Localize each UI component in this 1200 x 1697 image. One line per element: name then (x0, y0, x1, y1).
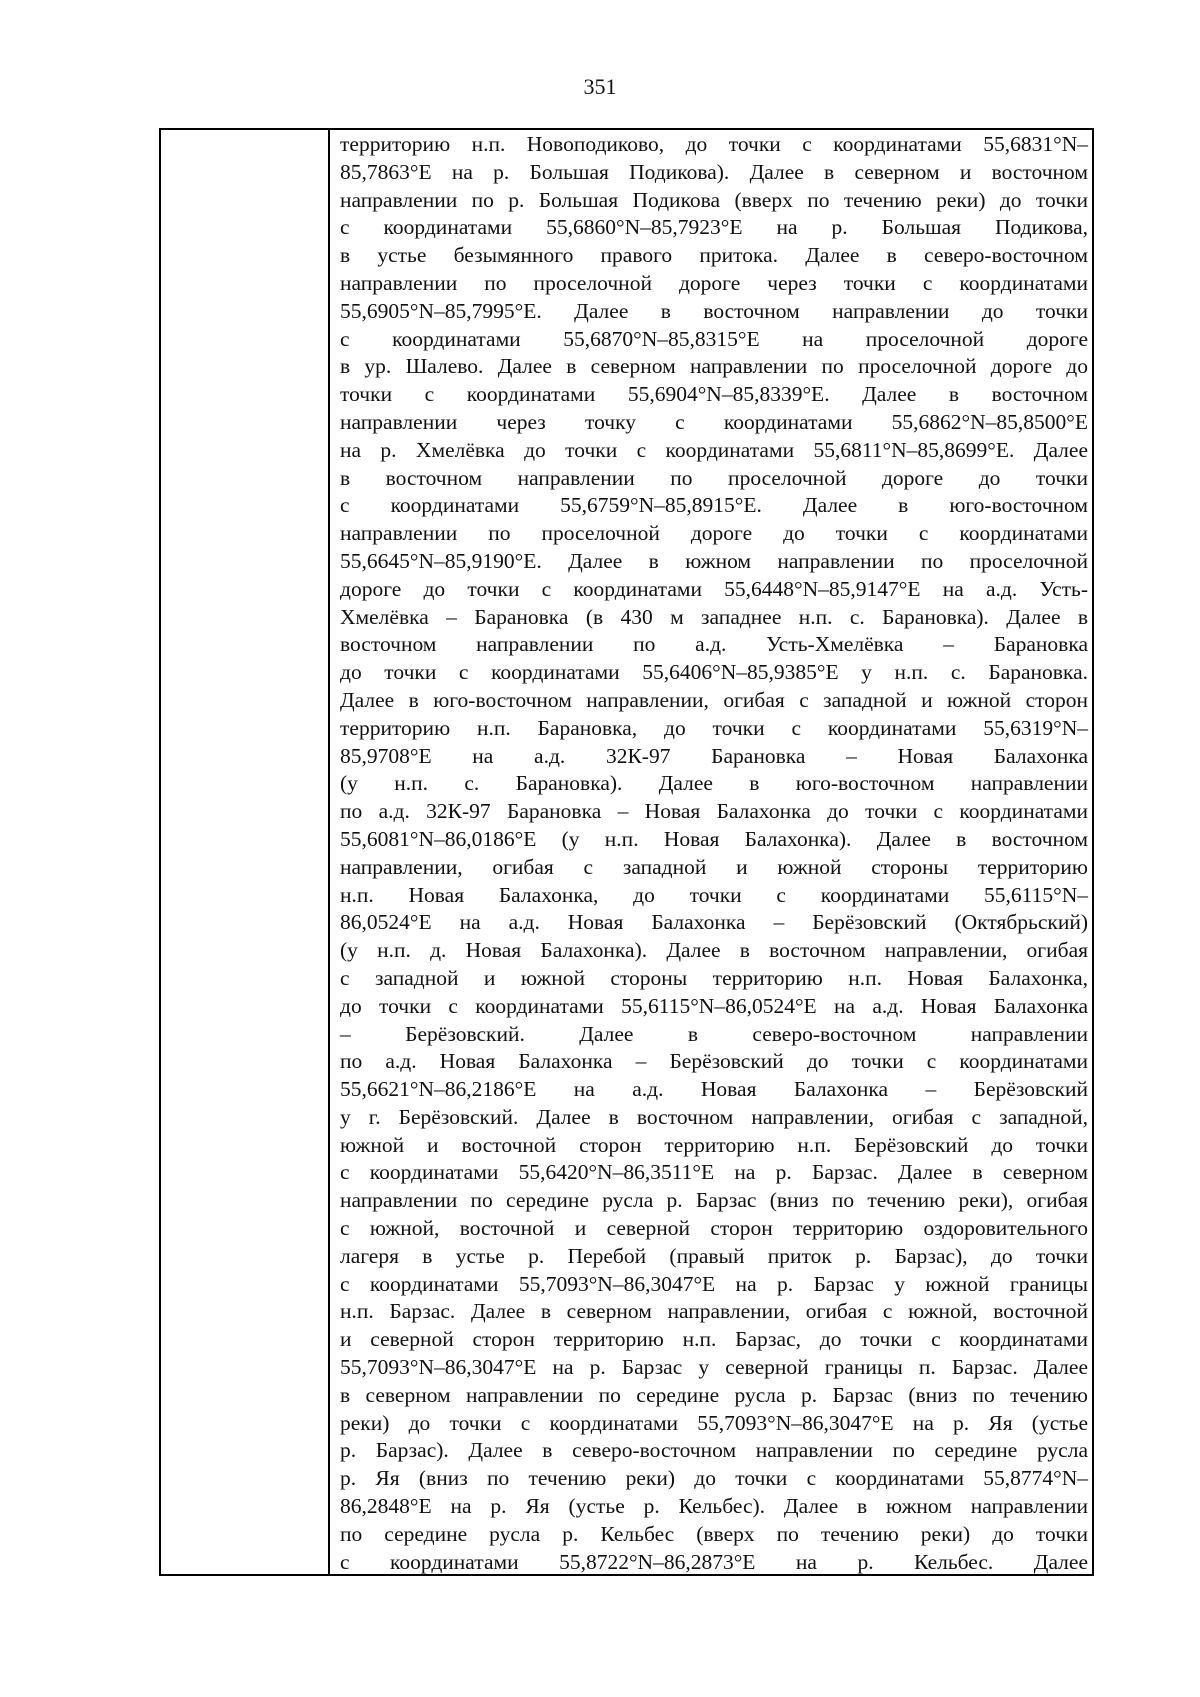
text-line: до точки с координатами 55,6115°N–86,0524°E на а.д. Новая Балахонка (340, 993, 1088, 1018)
text-line: с координатами 55,6860°N–85,7923°E на р. Большая Подикова, (340, 215, 1088, 240)
table-right-cell (330, 130, 1092, 1574)
text-line: в ур. Шалево. Далее в северном направлении по проселочной дороге до (340, 354, 1088, 379)
text-line: с координатами 55,8722°N–86,2873°E на р. Кельбес. Далее (340, 1549, 1088, 1574)
text-line: направлении, огибая с западной и южной стороны территорию (340, 854, 1088, 879)
text-line: 86,0524°E на а.д. Новая Балахонка – Берёзовский (Октябрьский) (340, 910, 1088, 935)
text-line: в северном направлении по середине русла р. Барзас (вниз по течению (340, 1382, 1088, 1407)
text-line: по середине русла р. Кельбес (вверх по течению реки) до точки (340, 1521, 1088, 1546)
text-line: с южной, восточной и северной сторон территорию оздоровительного (340, 1216, 1088, 1241)
text-line: – Берёзовский. Далее в северо-восточном направлении (340, 1021, 1088, 1046)
text-line: 85,9708°E на а.д. 32К-97 Барановка – Новая Балахонка (340, 743, 1088, 768)
text-line: в восточном направлении по проселочной дороге до точки (340, 465, 1088, 490)
text-line: (у н.п. д. Новая Балахонка). Далее в восточном направлении, огибая (340, 938, 1088, 963)
text-line: у г. Берёзовский. Далее в восточном направлении, огибая с западной, (340, 1104, 1088, 1129)
text-line: 55,6645°N–85,9190°E. Далее в южном направлении по проселочной (340, 548, 1088, 573)
text-line: с координатами 55,6870°N–85,8315°E на проселочной дороге (340, 326, 1088, 351)
text-line: направлении по середине русла р. Барзас (вниз по течению реки), огибая (340, 1188, 1088, 1213)
text-line: 55,7093°N–86,3047°E на р. Барзас у северной границы п. Барзас. Далее (340, 1355, 1088, 1380)
text-line: направлении по проселочной дороге через точки с координатами (340, 270, 1088, 295)
text-line: на р. Хмелёвка до точки с координатами 55,6811°N–85,8699°E. Далее (340, 437, 1088, 462)
page-number: 351 (583, 74, 617, 99)
text-line: н.п. Новая Балахонка, до точки с координатами 55,6115°N– (340, 882, 1088, 907)
text-line: Хмелёвка – Барановка (в 430 м западнее н.п. с. Барановка). Далее в (340, 604, 1088, 629)
text-line: до точки с координатами 55,6406°N–85,9385°E у н.п. с. Барановка. (340, 660, 1088, 685)
text-line: дороге до точки с координатами 55,6448°N–85,9147°E на а.д. Усть- (340, 576, 1088, 601)
text-line: 55,6621°N–86,2186°E на а.д. Новая Балахонка – Берёзовский (340, 1077, 1088, 1102)
text-line: южной и восточной сторон территорию н.п. Берёзовский до точки (340, 1132, 1088, 1157)
text-line: 85,7863°E на р. Большая Подикова). Далее в северном и восточном (340, 159, 1088, 184)
text-line: по а.д. 32К-97 Барановка – Новая Балахонка до точки с координатами (340, 799, 1088, 824)
text-line: в устье безымянного правого притока. Далее в северо-восточном (340, 243, 1088, 268)
text-line: с координатами 55,6759°N–85,8915°E. Далее в юго-восточном (340, 493, 1088, 518)
boundary-description-table (159, 128, 1094, 1576)
text-line: и северной сторон территорию н.п. Барзас, до точки с координатами (340, 1327, 1088, 1352)
text-line: лагеря в устье р. Перебой (правый приток р. Барзас), до точки (340, 1243, 1088, 1268)
text-line: с западной и южной стороны территорию н.п. Новая Балахонка, (340, 965, 1088, 990)
text-line: направлении по проселочной дороге до точки с координатами (340, 521, 1088, 546)
text-line: 55,6905°N–85,7995°E. Далее в восточном направлении до точки (340, 298, 1088, 323)
text-line: территорию н.п. Барановка, до точки с координатами 55,6319°N– (340, 715, 1088, 740)
text-line: направлении по р. Большая Подикова (вверх по течению реки) до точки (340, 187, 1088, 212)
text-line: р. Яя (вниз по течению реки) до точки с координатами 55,8774°N– (340, 1466, 1088, 1491)
text-line: по а.д. Новая Балахонка – Берёзовский до точки с координатами (340, 1049, 1088, 1074)
text-line: точки с координатами 55,6904°N–85,8339°E. Далее в восточном (340, 382, 1088, 407)
text-line: восточном направлении по а.д. Усть-Хмелёвка – Барановка (340, 632, 1088, 657)
text-line: (у н.п. с. Барановка). Далее в юго-восточном направлении (340, 771, 1088, 796)
text-line: 86,2848°E на р. Яя (устье р. Кельбес). Далее в южном направлении (340, 1494, 1088, 1519)
text-line: 55,6081°N–86,0186°E (у н.п. Новая Балахонка). Далее в восточном (340, 826, 1088, 851)
text-line: реки) до точки с координатами 55,7093°N–86,3047°E на р. Яя (устье (340, 1410, 1088, 1435)
text-line: с координатами 55,6420°N–86,3511°E на р. Барзас. Далее в северном (340, 1160, 1088, 1185)
text-line: р. Барзас). Далее в северо-восточном направлении по середине русла (340, 1438, 1088, 1463)
text-line: территорию н.п. Новоподиково, до точки с координатами 55,6831°N– (340, 132, 1088, 156)
text-line: направлении через точку с координатами 55,6862°N–85,8500°E (340, 409, 1088, 434)
text-line: Далее в юго-восточном направлении, огибая с западной и южной сторон (340, 687, 1088, 712)
text-line: с координатами 55,7093°N–86,3047°E на р. Барзас у южной границы (340, 1271, 1088, 1296)
text-line: н.п. Барзас. Далее в северном направлении, огибая с южной, восточной (340, 1299, 1088, 1324)
table-left-cell (161, 130, 330, 1574)
